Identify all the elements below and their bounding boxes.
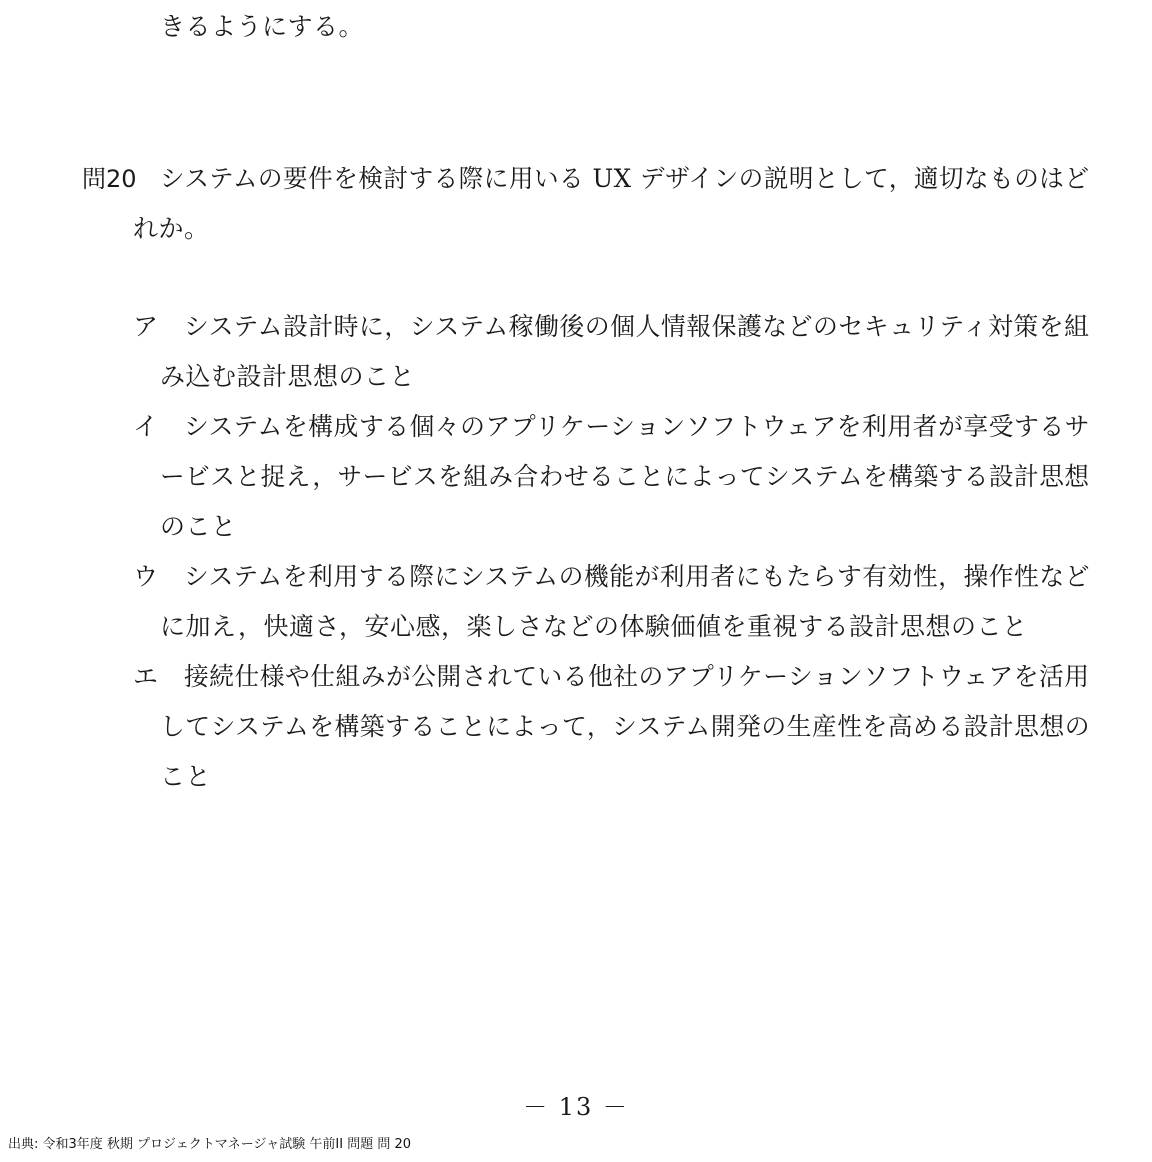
- option-e-line-3: こと: [160, 762, 212, 791]
- question-text-line-1: システムの要件を検討する際に用いる UX デザインの説明として，適切なものはど: [160, 164, 1090, 193]
- previous-question-fragment: きるようにする。: [160, 12, 365, 41]
- option-u-label: ウ: [133, 562, 159, 591]
- option-a-line-1: システム設計時に，システム稼働後の個人情報保護などのセキュリティ対策を組: [184, 312, 1090, 341]
- option-i-line-1: システムを構成する個々のアプリケーションソフトウェアを利用者が享受するサ: [184, 412, 1090, 441]
- option-u-line-1: システムを利用する際にシステムの機能が利用者にもたらす有効性，操作性など: [184, 562, 1090, 591]
- option-i-line-2: ービスと捉え，サービスを組み合わせることによってシステムを構築する設計思想: [160, 462, 1090, 491]
- question-number: 問20: [82, 165, 137, 193]
- option-e-line-1: 接続仕様や仕組みが公開されている他社のアプリケーションソフトウェアを活用: [184, 662, 1090, 691]
- option-e-line-2: してシステムを構築することによって，システム開発の生産性を高める設計思想の: [160, 712, 1091, 741]
- option-i-line-3: のこと: [160, 512, 237, 541]
- option-u-line-2: に加え，快適さ，安心感，楽しさなどの体験価値を重視する設計思想のこと: [160, 612, 1028, 641]
- option-a-label: ア: [133, 312, 159, 341]
- question-text-line-2: れか。: [133, 214, 210, 243]
- source-citation: 出典: 令和3年度 秋期 プロジェクトマネージャ試験 午前II 問題 問 20: [8, 1137, 412, 1152]
- option-i-label: イ: [133, 412, 159, 441]
- option-e-label: エ: [133, 662, 159, 691]
- option-a-line-2: み込む設計思想のこと: [160, 362, 416, 391]
- page-number: － 13 －: [523, 1093, 629, 1121]
